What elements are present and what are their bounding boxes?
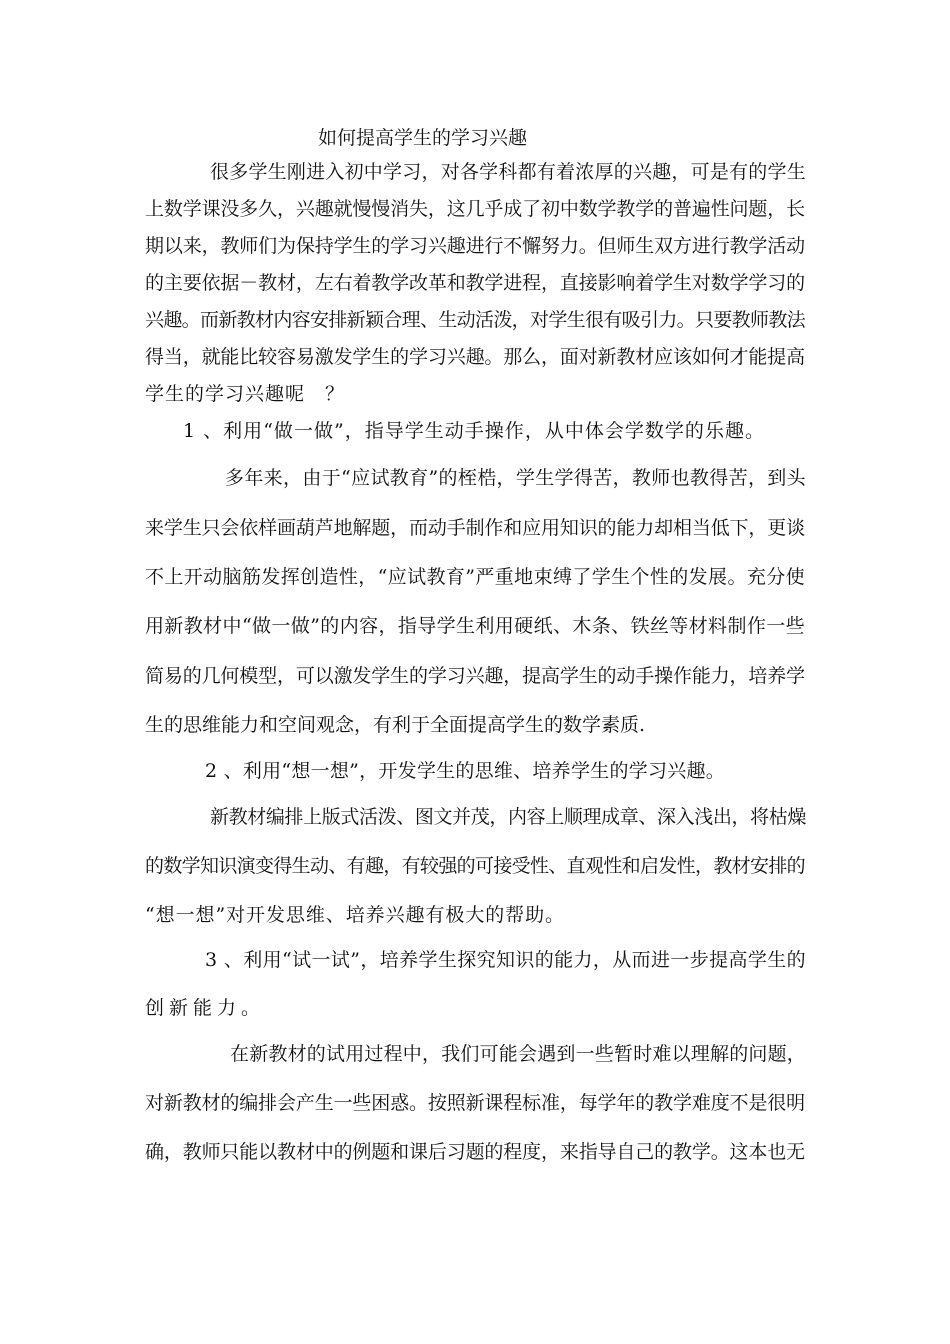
text-line: 在新教材的试用过程中，我们可能会遇到一些暂时难以理解的问题， (230, 1043, 806, 1065)
text-line: 新教材编排上版式活泼、图文并茂，内容上顺理成章、深入浅出，将枯燥 (210, 806, 806, 828)
document-title: 如何提高学生的学习兴趣 (318, 127, 528, 149)
text-line: 用新教材中“做一做”的内容，指导学生利用硬纸、木条、铁丝等材料制作一些 (145, 615, 805, 637)
section-heading-2: 2 、利用“想一想”，开发学生的思维、培养学生的学习兴趣。 (205, 760, 725, 782)
text-line: 学生的学习兴趣呢 ？ (145, 383, 345, 405)
text-line: 多年来，由于“应试教育”的桎梏，学生学得苦，教师也教得苦，到头 (225, 467, 806, 489)
text-line: 很多学生刚进入初中学习，对各学科都有着浓厚的兴趣，可是有的学生 (210, 161, 806, 183)
text-line: 的主要依据－教材，左右着教学改革和教学进程，直接影响着学生对数学学习的 (145, 272, 805, 294)
text-line: 确，教师只能以教材中的例题和课后习题的程度，来指导自己的教学。这本也无 (145, 1141, 805, 1163)
section-heading-3: 3 、利用“试一试”，培养学生探究知识的能力，从而进一步提高学生的 (205, 949, 806, 971)
text-line: 上数学课没多久，兴趣就慢慢消失，这几乎成了初中数学教学的普遍性问题，长 (145, 198, 805, 220)
text-line: 的数学知识演变得生动、有趣，有较强的可接受性、直观性和启发性，教材安排的 (145, 855, 805, 877)
text-line: 创新能力。 (145, 997, 265, 1019)
text-line: 不上开动脑筋发挥创造性，“应试教育”严重地束缚了学生个性的发展。充分使 (145, 566, 805, 588)
section-heading-1: 1 、利用“做一做”，指导学生动手操作，从中体会学数学的乐趣。 (183, 420, 765, 442)
text-line: 期以来，教师们为保持学生的学习兴趣进行不懈努力。但师生双方进行教学活动 (145, 235, 805, 257)
text-line: 来学生只会依样画葫芦地解题，而动手制作和应用知识的能力却相当低下，更谈 (145, 517, 805, 539)
text-line: 生的思维能力和空间观念，有利于全面提高学生的数学素质. (145, 714, 645, 736)
text-line: 简易的几何模型，可以激发学生的学习兴趣，提高学生的动手操作能力，培养学 (145, 665, 805, 687)
text-line: 兴趣。而新教材内容安排新颖合理、生动活泼，对学生很有吸引力。只要教师教法 (145, 309, 805, 331)
text-line: 得当，就能比较容易激发学生的学习兴趣。那么，面对新教材应该如何才能提高 (145, 346, 805, 368)
text-line: 对新教材的编排会产生一些困惑。按照新课程标准，每学年的教学难度不是很明 (145, 1092, 805, 1114)
text-line: “想一想”对开发思维、培养兴趣有极大的帮助。 (145, 904, 565, 926)
